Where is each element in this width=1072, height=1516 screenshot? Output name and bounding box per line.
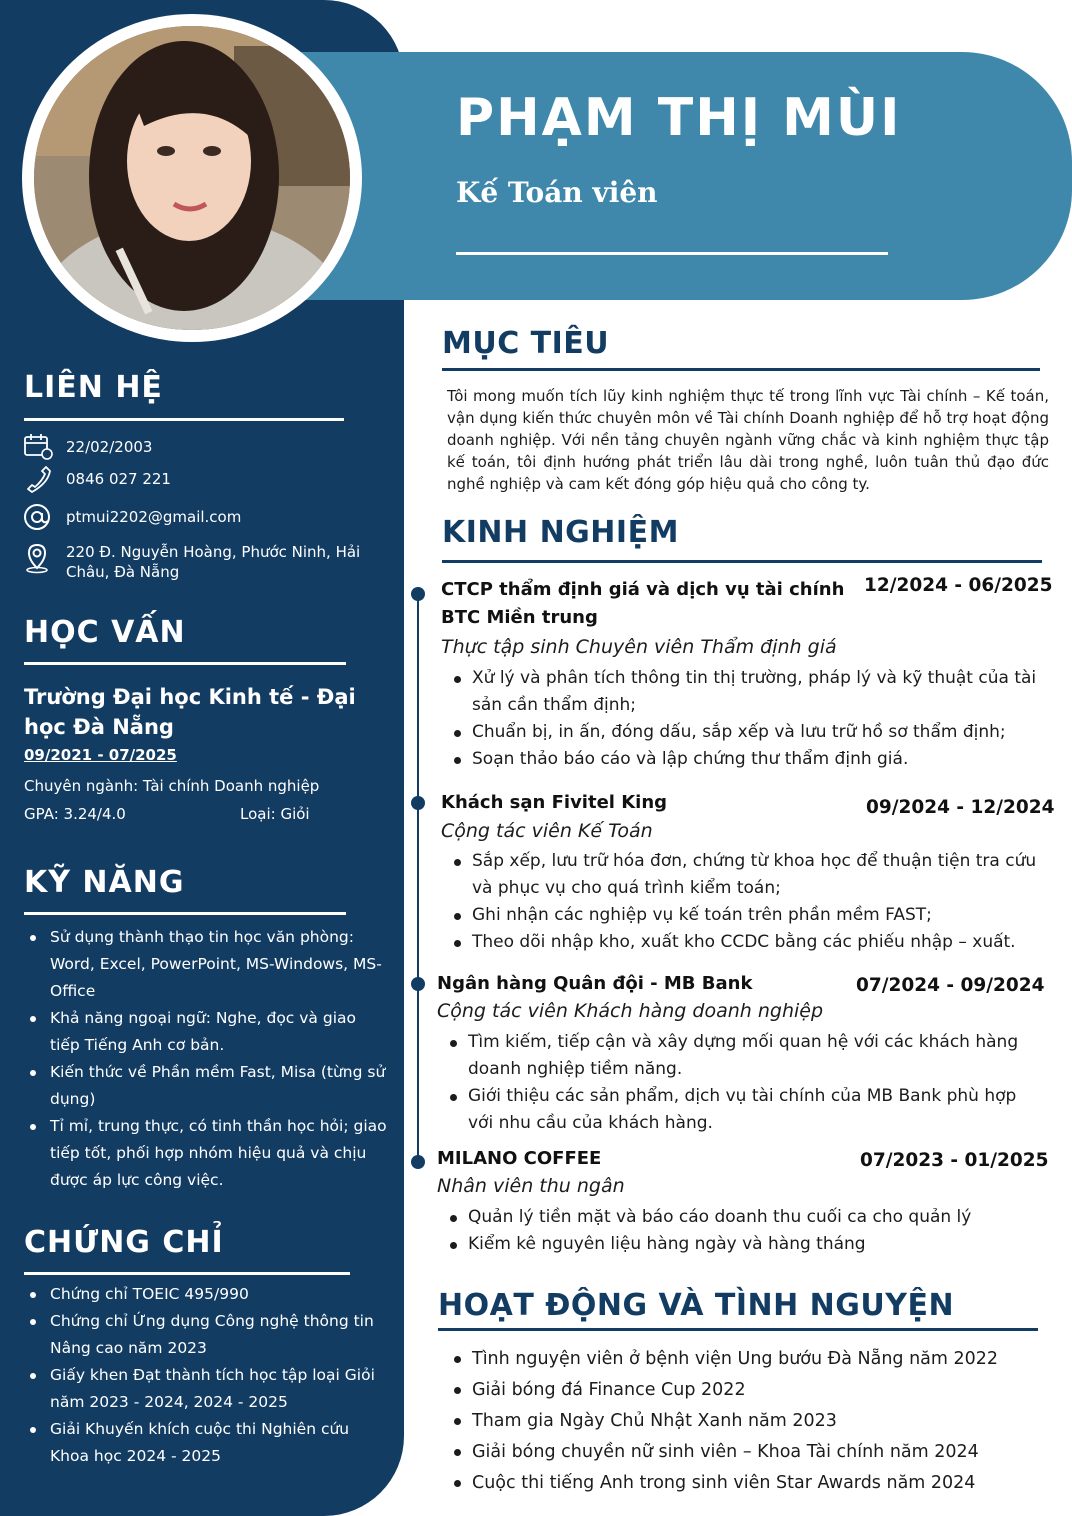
job-role: Thực tập sinh Chuyên viên Thẩm định giá: [441, 636, 837, 658]
certificate-item: Giải Khuyến khích cuộc thi Nghiên cứu Khoa học 2024 - 2025: [28, 1416, 390, 1470]
activities-list: [448, 1344, 1048, 1499]
school-name: Trường Đại học Kinh tế - Đại học Đà Nẵng: [24, 685, 356, 739]
job-dates: 09/2024 - 12/2024: [866, 797, 1055, 818]
job-task: Giới thiệu các sản phẩm, dịch vụ tài chính của MB Bank phù hợp với nhu cầu của khách hàng.: [444, 1083, 1044, 1137]
job-company: CTCP thẩm định giá và dịch vụ tài chính BTC Miền trung: [441, 579, 845, 628]
skill-item: Tỉ mỉ, trung thực, có tinh thần học hỏi; giao tiếp tốt, phối hợp nhóm hiệu quả và chịu được áp lực công việc.: [28, 1113, 390, 1194]
activity-item: Tham gia Ngày Chủ Nhật Xanh năm 2023: [448, 1406, 1048, 1437]
experience-timeline: [417, 594, 419, 1164]
candidate-name: PHẠM THỊ MÙI: [456, 88, 902, 148]
job-role: Cộng tác viên Kế Toán: [441, 820, 653, 842]
job-task-list: [448, 665, 1038, 773]
objective-divider: [442, 368, 1040, 371]
job-dates: 07/2023 - 01/2025: [860, 1150, 1049, 1171]
profile-photo: [34, 26, 350, 330]
job-task: Soạn thảo báo cáo và lập chứng thư thẩm định giá.: [448, 746, 1038, 773]
skills-list: [28, 924, 390, 1194]
activity-item: Giải bóng chuyền nữ sinh viên – Khoa Tài chính năm 2024: [448, 1437, 1048, 1468]
job-task: Xử lý và phân tích thông tin thị trường, pháp lý và kỹ thuật của tài sản cần thẩm định;: [448, 665, 1038, 719]
experience-heading: KINH NGHIỆM: [442, 515, 679, 550]
job-task: Chuẩn bị, in ấn, đóng dấu, sắp xếp và lưu trữ hồ sơ thẩm định;: [448, 719, 1038, 746]
contact-heading: LIÊN HỆ: [24, 370, 163, 405]
education-divider: [24, 662, 346, 665]
skills-divider: [24, 912, 346, 915]
job-task: Ghi nhận các nghiệp vụ kế toán trên phần mềm FAST;: [448, 902, 1048, 929]
job-task: Quản lý tiền mặt và báo cáo doanh thu cuối ca cho quản lý: [444, 1204, 1044, 1231]
job-role: Nhân viên thu ngân: [437, 1175, 625, 1197]
phone-text[interactable]: 0846 027 221: [66, 470, 171, 488]
job-company: Khách sạn Fivitel King: [441, 792, 668, 813]
job-dates: 12/2024 - 06/2025: [864, 575, 1053, 596]
location-icon: [22, 542, 54, 570]
birthday-text: 22/02/2003: [66, 438, 153, 456]
skill-item: Khả năng ngoại ngữ: Nghe, đọc và giao tiếp Tiếng Anh cơ bản.: [28, 1005, 390, 1059]
address-text: 220 Đ. Nguyễn Hoàng, Phước Ninh, Hải Châu, Đà Nẵng: [66, 543, 361, 581]
portrait-illustration: [34, 26, 350, 330]
objective-heading: MỤC TIÊU: [442, 326, 610, 361]
activity-item: Tình nguyện viên ở bệnh viện Ung bướu Đà Nẵng năm 2022: [448, 1344, 1048, 1375]
job-role: Cộng tác viên Khách hàng doanh nghiệp: [437, 1000, 824, 1022]
email-text[interactable]: ptmui2202@gmail.com: [66, 508, 242, 526]
education-rank: Loại: Giỏi: [240, 805, 310, 823]
certificates-list: [28, 1281, 390, 1470]
experience-divider: [442, 560, 1042, 563]
job-task-list: [444, 1029, 1044, 1137]
header-divider: [456, 252, 888, 255]
certificate-item: Giấy khen Đạt thành tích học tập loại Giỏi năm 2023 - 2024, 2024 - 2025: [28, 1362, 390, 1416]
job-task: Sắp xếp, lưu trữ hóa đơn, chứng từ khoa học để thuận tiện tra cứu và phục vụ cho quá trình kiểm toán;: [448, 848, 1048, 902]
job-task-list: [448, 848, 1048, 956]
job-task: Kiểm kê nguyên liệu hàng ngày và hàng tháng: [444, 1231, 1044, 1258]
education-major: Chuyên ngành: Tài chính Doanh nghiệp: [24, 777, 320, 795]
contact-divider: [24, 418, 344, 421]
candidate-role: Kế Toán viên: [456, 176, 658, 209]
phone-icon: [22, 465, 54, 493]
job-company: MILANO COFFEE: [437, 1148, 602, 1169]
skill-item: Kiến thức về Phần mềm Fast, Misa (từng sử dụng): [28, 1059, 390, 1113]
certificate-item: Chứng chỉ TOEIC 495/990: [28, 1281, 390, 1308]
calendar-icon: [22, 433, 54, 461]
activity-item: Cuộc thi tiếng Anh trong sinh viên Star Awards năm 2024: [448, 1468, 1048, 1499]
timeline-dot: [411, 796, 425, 810]
education-dates: 09/2021 - 07/2025: [24, 746, 177, 764]
job-task-list: [444, 1204, 1044, 1258]
skill-item: Sử dụng thành thạo tin học văn phòng: Word, Excel, PowerPoint, MS-Windows, MS-Office: [28, 924, 390, 1005]
job-task: Tìm kiếm, tiếp cận và xây dựng mối quan hệ với các khách hàng doanh nghiệp tiềm năng.: [444, 1029, 1044, 1083]
certificates-heading: CHỨNG CHỈ: [24, 1225, 224, 1260]
education-heading: HỌC VẤN: [24, 615, 186, 650]
activity-item: Giải bóng đá Finance Cup 2022: [448, 1375, 1048, 1406]
email-icon: [22, 503, 54, 531]
timeline-dot: [411, 977, 425, 991]
timeline-dot: [411, 587, 425, 601]
profile-photo-frame: [22, 14, 362, 342]
job-dates: 07/2024 - 09/2024: [856, 975, 1045, 996]
certificate-item: Chứng chỉ Ứng dụng Công nghệ thông tin Nâng cao năm 2023: [28, 1308, 390, 1362]
skills-heading: KỸ NĂNG: [24, 865, 185, 900]
timeline-dot: [411, 1155, 425, 1169]
activities-divider: [438, 1328, 1038, 1331]
activities-heading: HOẠT ĐỘNG VÀ TÌNH NGUYỆN: [438, 1288, 955, 1323]
education-gpa: GPA: 3.24/4.0: [24, 805, 126, 823]
job-task: Theo dõi nhập kho, xuất kho CCDC bằng các phiếu nhập – xuất.: [448, 929, 1048, 956]
certificates-divider: [24, 1272, 350, 1275]
job-company: Ngân hàng Quân đội - MB Bank: [437, 973, 753, 994]
objective-text: Tôi mong muốn tích lũy kinh nghiệm thực tế trong lĩnh vực Tài chính – Kế toán, vận dụng kiến thức chuyên môn về Tài chính Doanh nghiệp để hỗ trợ hoạt động doanh nghiệp. Với nền tảng chuyên ngành vững chắc và kinh nghiệm thực tập kế toán, tôi định hướng phát triển lâu dài trong nghề, luôn tuân thủ đạo đức nghề nghiệp và cam kết đóng góp hiệu quả cho công ty.: [447, 387, 1049, 493]
